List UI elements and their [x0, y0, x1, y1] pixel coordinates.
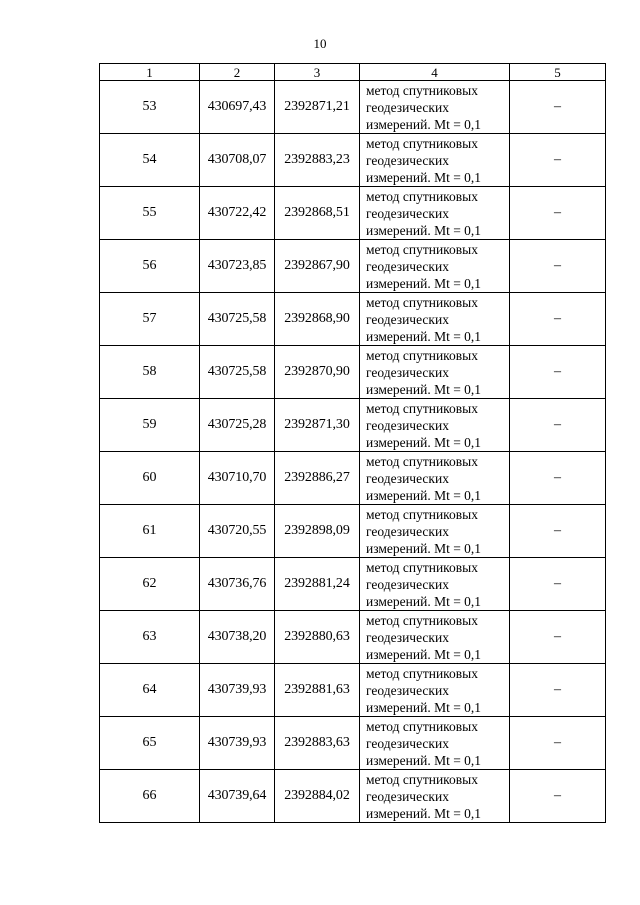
note-cell: –: [510, 346, 606, 399]
method-cell: [360, 240, 510, 293]
method-line: геодезических: [366, 682, 449, 698]
method-cell: [360, 505, 510, 558]
method-line: геодезических: [366, 417, 449, 433]
table-row: [100, 81, 606, 134]
method-line: измерений. Mt = 0,1: [366, 646, 482, 662]
method-line: геодезических: [366, 735, 449, 751]
method-line: метод спутниковых: [366, 188, 478, 204]
method-line: измерений. Mt = 0,1: [366, 328, 482, 344]
note-cell: –: [510, 452, 606, 505]
y-coordinate-cell: 2392870,90: [275, 346, 360, 399]
note-cell: –: [510, 399, 606, 452]
x-coordinate-cell: 430710,70: [200, 452, 275, 505]
x-coordinate-cell: 430738,20: [200, 611, 275, 664]
method-line: геодезических: [366, 99, 449, 115]
page-number: 10: [313, 36, 327, 51]
column-header: 2: [200, 64, 275, 81]
note-cell: –: [510, 134, 606, 187]
x-coordinate-cell: 430739,64: [200, 770, 275, 823]
y-coordinate-cell: 2392883,63: [275, 717, 360, 770]
method-line: метод спутниковых: [366, 347, 478, 363]
y-coordinate-cell: 2392886,27: [275, 452, 360, 505]
note-cell: –: [510, 187, 606, 240]
y-coordinate-cell: 2392898,09: [275, 505, 360, 558]
table-header-row: [100, 64, 606, 81]
method-cell: [360, 134, 510, 187]
y-coordinate-cell: 2392871,30: [275, 399, 360, 452]
method-line: измерений. Mt = 0,1: [366, 805, 482, 821]
method-line: геодезических: [366, 364, 449, 380]
method-line: метод спутниковых: [366, 400, 478, 416]
x-coordinate-cell: 430720,55: [200, 505, 275, 558]
y-coordinate-cell: 2392881,63: [275, 664, 360, 717]
method-line: геодезических: [366, 205, 449, 221]
method-cell: [360, 717, 510, 770]
method-cell: [360, 81, 510, 134]
column-header: 3: [275, 64, 360, 81]
method-line: метод спутниковых: [366, 241, 478, 257]
table-row: [100, 505, 606, 558]
table-row: [100, 717, 606, 770]
method-line: геодезических: [366, 576, 449, 592]
point-number-cell: 55: [100, 187, 200, 240]
point-number-cell: 64: [100, 664, 200, 717]
column-header: 1: [100, 64, 200, 81]
note-cell: –: [510, 240, 606, 293]
method-cell: [360, 346, 510, 399]
method-cell: [360, 452, 510, 505]
y-coordinate-cell: 2392868,51: [275, 187, 360, 240]
point-number-cell: 66: [100, 770, 200, 823]
point-number-cell: 54: [100, 134, 200, 187]
method-line: измерений. Mt = 0,1: [366, 381, 482, 397]
table-row: [100, 134, 606, 187]
point-number-cell: 53: [100, 81, 200, 134]
table-row: [100, 346, 606, 399]
method-line: измерений. Mt = 0,1: [366, 169, 482, 185]
method-line: метод спутниковых: [366, 294, 478, 310]
table-row: [100, 240, 606, 293]
x-coordinate-cell: 430697,43: [200, 81, 275, 134]
method-line: метод спутниковых: [366, 771, 478, 787]
table-row: [100, 770, 606, 823]
note-cell: –: [510, 717, 606, 770]
method-line: измерений. Mt = 0,1: [366, 752, 482, 768]
column-header: 5: [510, 64, 606, 81]
note-cell: –: [510, 558, 606, 611]
note-cell: –: [510, 664, 606, 717]
point-number-cell: 65: [100, 717, 200, 770]
method-line: измерений. Mt = 0,1: [366, 487, 482, 503]
point-number-cell: 59: [100, 399, 200, 452]
x-coordinate-cell: 430708,07: [200, 134, 275, 187]
method-line: метод спутниковых: [366, 718, 478, 734]
coordinates-table: [99, 63, 606, 823]
column-header: 4: [360, 64, 510, 81]
y-coordinate-cell: 2392884,02: [275, 770, 360, 823]
y-coordinate-cell: 2392883,23: [275, 134, 360, 187]
method-line: метод спутниковых: [366, 506, 478, 522]
method-cell: [360, 187, 510, 240]
y-coordinate-cell: 2392880,63: [275, 611, 360, 664]
y-coordinate-cell: 2392868,90: [275, 293, 360, 346]
point-number-cell: 60: [100, 452, 200, 505]
point-number-cell: 62: [100, 558, 200, 611]
x-coordinate-cell: 430725,28: [200, 399, 275, 452]
method-line: измерений. Mt = 0,1: [366, 116, 482, 132]
method-cell: [360, 664, 510, 717]
table-row: [100, 293, 606, 346]
method-line: измерений. Mt = 0,1: [366, 540, 482, 556]
note-cell: –: [510, 611, 606, 664]
method-line: геодезических: [366, 788, 449, 804]
point-number-cell: 56: [100, 240, 200, 293]
point-number-cell: 58: [100, 346, 200, 399]
method-line: метод спутниковых: [366, 665, 478, 681]
method-cell: [360, 293, 510, 346]
method-line: геодезических: [366, 523, 449, 539]
method-line: геодезических: [366, 311, 449, 327]
method-cell: [360, 770, 510, 823]
point-number-cell: 57: [100, 293, 200, 346]
x-coordinate-cell: 430725,58: [200, 346, 275, 399]
y-coordinate-cell: 2392881,24: [275, 558, 360, 611]
method-line: геодезических: [366, 470, 449, 486]
method-line: измерений. Mt = 0,1: [366, 593, 482, 609]
x-coordinate-cell: 430739,93: [200, 717, 275, 770]
x-coordinate-cell: 430723,85: [200, 240, 275, 293]
method-cell: [360, 558, 510, 611]
method-cell: [360, 399, 510, 452]
method-line: измерений. Mt = 0,1: [366, 275, 482, 291]
note-cell: –: [510, 770, 606, 823]
note-cell: –: [510, 505, 606, 558]
x-coordinate-cell: 430722,42: [200, 187, 275, 240]
table-row: [100, 611, 606, 664]
table-row: [100, 452, 606, 505]
method-cell: [360, 611, 510, 664]
method-line: геодезических: [366, 629, 449, 645]
table-row: [100, 558, 606, 611]
method-line: измерений. Mt = 0,1: [366, 222, 482, 238]
method-line: метод спутниковых: [366, 559, 478, 575]
method-line: измерений. Mt = 0,1: [366, 699, 482, 715]
method-line: метод спутниковых: [366, 612, 478, 628]
point-number-cell: 63: [100, 611, 200, 664]
method-line: метод спутниковых: [366, 453, 478, 469]
note-cell: –: [510, 81, 606, 134]
x-coordinate-cell: 430725,58: [200, 293, 275, 346]
method-line: геодезических: [366, 258, 449, 274]
table-row: [100, 399, 606, 452]
method-line: измерений. Mt = 0,1: [366, 434, 482, 450]
note-cell: –: [510, 293, 606, 346]
y-coordinate-cell: 2392867,90: [275, 240, 360, 293]
point-number-cell: 61: [100, 505, 200, 558]
x-coordinate-cell: 430736,76: [200, 558, 275, 611]
table-body: [100, 64, 606, 823]
y-coordinate-cell: 2392871,21: [275, 81, 360, 134]
x-coordinate-cell: 430739,93: [200, 664, 275, 717]
method-line: геодезических: [366, 152, 449, 168]
method-line: метод спутниковых: [366, 135, 478, 151]
table-row: [100, 187, 606, 240]
method-line: метод спутниковых: [366, 82, 478, 98]
table-row: [100, 664, 606, 717]
